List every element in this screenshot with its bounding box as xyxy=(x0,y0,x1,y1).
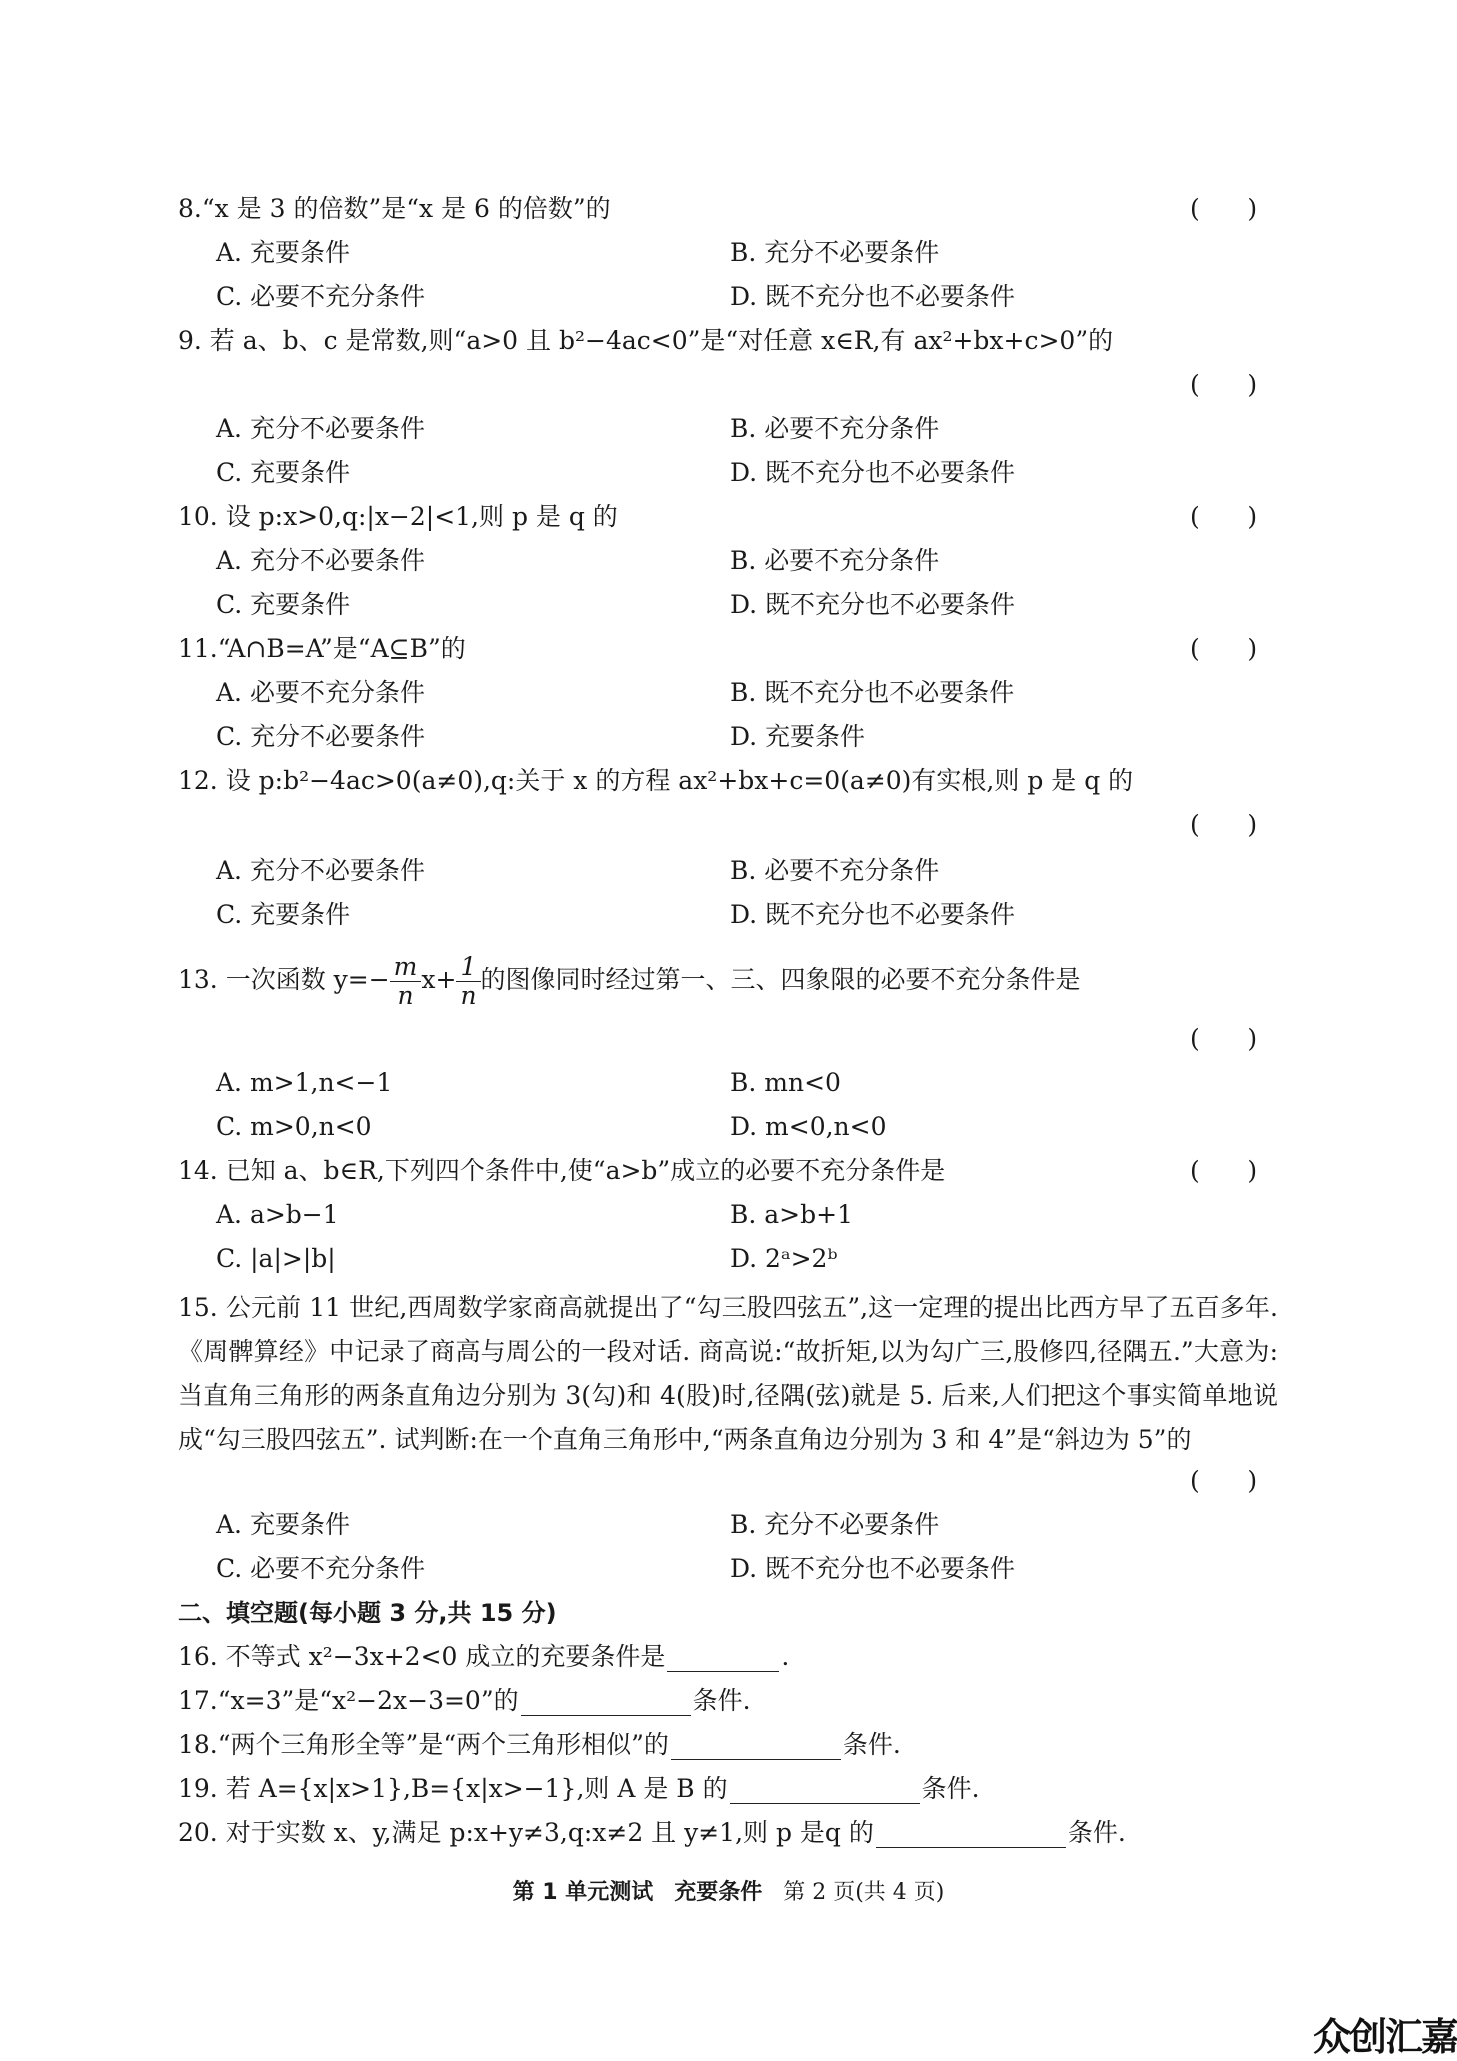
answer-paren: ( ) xyxy=(1190,194,1258,223)
question-text: 18.“两个三角形全等”是“两个三角形相似”的 xyxy=(178,1730,669,1759)
question-suffix: 条件. xyxy=(842,1730,901,1759)
question-15-stem xyxy=(178,1286,1278,1462)
option-d: D. 既不充分也不必要条件 xyxy=(730,590,1016,619)
answer-blank[interactable] xyxy=(730,1777,920,1804)
question-text: 公元前 11 世纪,西周数学家商高就提出了“勾三股四弦五”,这一定理的提出比西方早了五百多年.《周髀算经》中记录了商高与周公的一段对话. 商高说:“故折矩,以为勾广三,股修四,径隅五.”大意为:当直角三角形的两条直角边分别为 3(勾)和 4(股)时,径隅(弦)就是 5. 后来,人们把这个事实简单地说成“勾三股四弦五”. 试判断:在一个直角三角形中,“两条直角边分别为 3 和 4”是“斜边为 5”的 xyxy=(178,1293,1278,1454)
answer-blank[interactable] xyxy=(521,1689,691,1716)
page-number: 第 2 页(共 4 页) xyxy=(783,1880,945,1905)
page-footer xyxy=(0,1876,1457,1910)
option-b: B. 必要不充分条件 xyxy=(730,546,940,575)
fraction-numerator: m xyxy=(390,953,422,982)
answer-blank[interactable] xyxy=(667,1645,779,1672)
question-suffix: 条件. xyxy=(1067,1818,1126,1847)
question-14-stem: 14. 已知 a、b∈R,下列四个条件中,使“a>b”成立的必要不充分条件是 xyxy=(178,1156,946,1185)
option-b: B. 充分不必要条件 xyxy=(730,238,940,267)
question-text: 19. 若 A={x|x>1},B={x|x>−1},则 A 是 B 的 xyxy=(178,1774,728,1803)
answer-paren: ( ) xyxy=(1190,810,1258,839)
question-13-stem xyxy=(178,948,1081,1012)
option-a: A. 充分不必要条件 xyxy=(216,546,425,575)
stem-text: 13. 一次函数 y=− xyxy=(178,965,390,994)
section-heading: 二、填空题(每小题 3 分,共 15 分) xyxy=(178,1599,557,1627)
option-c: C. 必要不充分条件 xyxy=(216,1554,426,1583)
fill-question-18 xyxy=(178,1728,901,1762)
answer-blank[interactable] xyxy=(876,1821,1066,1848)
option-d: D. 2ᵃ>2ᵇ xyxy=(730,1244,838,1273)
watermark-logo: 众创汇嘉 xyxy=(1312,2015,1457,2059)
question-text: 17.“x=3”是“x²−2x−3=0”的 xyxy=(178,1686,519,1715)
fill-question-20 xyxy=(178,1816,1126,1850)
fill-question-19 xyxy=(178,1772,980,1806)
question-number: 15. xyxy=(178,1293,218,1322)
answer-blank[interactable] xyxy=(671,1733,841,1760)
option-a: A. a>b−1 xyxy=(216,1200,339,1229)
question-11-stem: 11.“A∩B=A”是“A⊆B”的 xyxy=(178,634,466,663)
answer-paren: ( ) xyxy=(1190,1156,1258,1185)
fraction-denominator: n xyxy=(460,981,477,1010)
answer-paren: ( ) xyxy=(1190,634,1258,663)
option-d: D. 既不充分也不必要条件 xyxy=(730,458,1016,487)
fraction-denominator: n xyxy=(397,981,414,1010)
footer-topic: 充要条件 xyxy=(674,1880,763,1905)
option-c: C. |a|>|b| xyxy=(216,1244,336,1273)
option-b: B. 必要不充分条件 xyxy=(730,414,940,443)
option-c: C. 充要条件 xyxy=(216,900,351,929)
option-b: B. 充分不必要条件 xyxy=(730,1510,940,1539)
option-b: B. 必要不充分条件 xyxy=(730,856,940,885)
option-d: D. 既不充分也不必要条件 xyxy=(730,282,1016,311)
option-b: B. a>b+1 xyxy=(730,1200,853,1229)
option-c: C. 充要条件 xyxy=(216,590,351,619)
option-d: D. m<0,n<0 xyxy=(730,1112,887,1141)
option-d: D. 既不充分也不必要条件 xyxy=(730,900,1016,929)
fraction-1-over-n xyxy=(456,953,480,1010)
answer-paren: ( ) xyxy=(1190,1024,1258,1053)
fraction-numerator: 1 xyxy=(456,953,480,982)
answer-paren: ( ) xyxy=(1190,1466,1258,1495)
option-c: C. 充要条件 xyxy=(216,458,351,487)
option-a: A. m>1,n<−1 xyxy=(216,1068,393,1097)
question-text: 20. 对于实数 x、y,满足 p:x+y≠3,q:x≠2 且 y≠1,则 p 是q 的 xyxy=(178,1818,874,1847)
option-c: C. 充分不必要条件 xyxy=(216,722,426,751)
option-d: D. 既不充分也不必要条件 xyxy=(730,1554,1016,1583)
option-b: B. mn<0 xyxy=(730,1068,841,1097)
option-b: B. 既不充分也不必要条件 xyxy=(730,678,1015,707)
option-d: D. 充要条件 xyxy=(730,722,866,751)
option-a: A. 充分不必要条件 xyxy=(216,856,425,885)
fill-question-16 xyxy=(178,1640,789,1674)
option-a: A. 充要条件 xyxy=(216,1510,350,1539)
question-text: 16. 不等式 x²−3x+2<0 成立的充要条件是 xyxy=(178,1642,666,1671)
option-c: C. 必要不充分条件 xyxy=(216,282,426,311)
option-a: A. 充分不必要条件 xyxy=(216,414,425,443)
answer-paren: ( ) xyxy=(1190,502,1258,531)
question-suffix: 条件. xyxy=(921,1774,980,1803)
stem-text: x+ xyxy=(421,965,457,994)
fill-question-17 xyxy=(178,1684,751,1718)
question-10-stem: 10. 设 p:x>0,q:|x−2|<1,则 p 是 q 的 xyxy=(178,502,618,531)
question-12-stem: 12. 设 p:b²−4ac>0(a≠0),q:关于 x 的方程 ax²+bx+c=0(a≠0)有实根,则 p 是 q 的 xyxy=(178,766,1134,795)
stem-text: 的图像同时经过第一、三、四象限的必要不充分条件是 xyxy=(480,965,1081,994)
question-8-stem: 8.“x 是 3 的倍数”是“x 是 6 的倍数”的 xyxy=(178,194,611,223)
answer-paren: ( ) xyxy=(1190,370,1258,399)
question-9-stem: 9. 若 a、b、c 是常数,则“a>0 且 b²−4ac<0”是“对任意 x∈R,有 ax²+bx+c>0”的 xyxy=(178,326,1114,355)
question-suffix: . xyxy=(781,1642,790,1671)
question-suffix: 条件. xyxy=(692,1686,751,1715)
option-a: A. 充要条件 xyxy=(216,238,350,267)
option-a: A. 必要不充分条件 xyxy=(216,678,425,707)
fraction-m-over-n xyxy=(390,953,422,1010)
footer-unit: 第 1 单元测试 xyxy=(512,1880,654,1905)
option-c: C. m>0,n<0 xyxy=(216,1112,372,1141)
